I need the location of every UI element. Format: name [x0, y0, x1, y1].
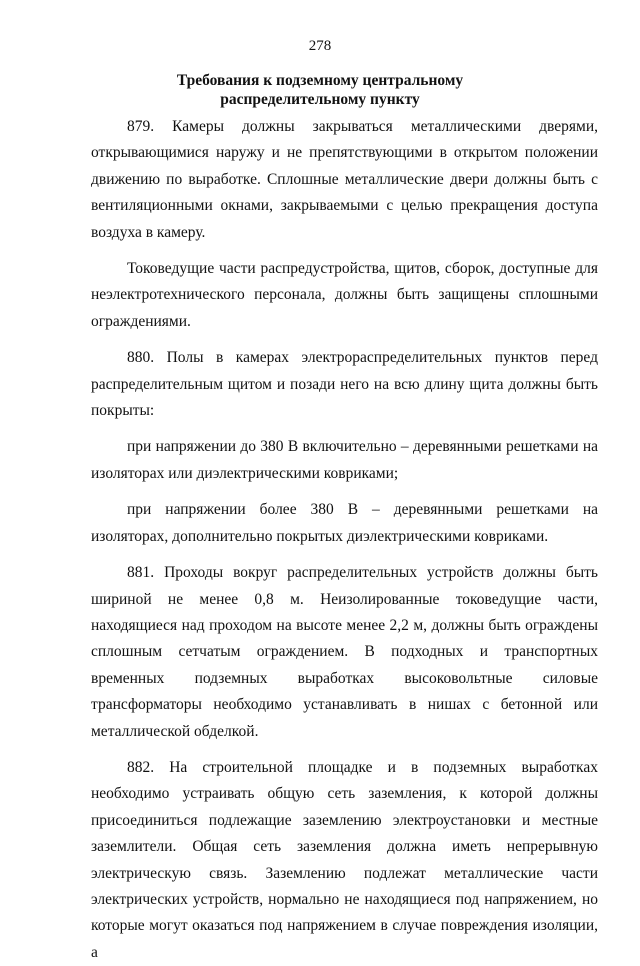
page-number: 278: [308, 38, 332, 54]
section-heading: [150, 71, 490, 109]
section-heading-line-1: Требования к подземному центральному: [176, 72, 464, 89]
paragraph-880-item-2: при напряжении более 380 В – деревянными решетками на изоляторах, дополнительно покрытых диэлектрическими ковриками.: [91, 501, 598, 545]
paragraph-880: 880. Полы в камерах электрораспределительных пунктов перед распределительным щитом и позади него на всю длину щита должны быть покрыты:: [91, 349, 598, 420]
paragraph-880-item-1: при напряжении до 380 В включительно – деревянными решетками на изоляторах или диэлектрическими ковриками;: [91, 438, 598, 482]
body-text: [91, 114, 598, 966]
paragraph-881: 881. Проходы вокруг распределительных устройств должны быть шириной не менее 0,8 м. Неизолированные токоведущие части, находящиеся над проходом на высоте менее 2,2 м, должны быть ограждены сплошным сетчатым ограждением. В подходных и транспортных временных подземных выработках высоковольтные силовые трансформаторы необходимо устанавливать в нишах с бетонной или металлической обделкой.: [91, 564, 598, 740]
paragraph-879: 879. Камеры должны закрываться металлическими дверями, открывающимися наружу и не препятствующими в открытом положении движению по выработке. Сплошные металлические двери должны быть с вентиляционными окнами, закрываемыми с целью прекращения доступа воздуха в камеру.: [91, 118, 598, 241]
paragraph-882: 882. На строительной площадке и в подземных выработках необходимо устраивать общую сеть заземления, к которой должны присоединиться подлежащие заземлению электроустановки и местные заземлители. Общая сеть заземления должна иметь непрерывную электрическую связь. Заземлению подлежат металлические части электрических устройств, нормально не находящиеся под напряжением, но которые могут оказаться под напряжением в случае повреждения изоляции, а: [91, 758, 598, 961]
paragraph-live-parts: Токоведущие части распредустройства, щитов, сборок, доступные для неэлектротехнического персонала, должны быть защищены сплошными ограждениями.: [91, 260, 598, 330]
section-heading-line-2: распределительному пункту: [220, 91, 420, 108]
